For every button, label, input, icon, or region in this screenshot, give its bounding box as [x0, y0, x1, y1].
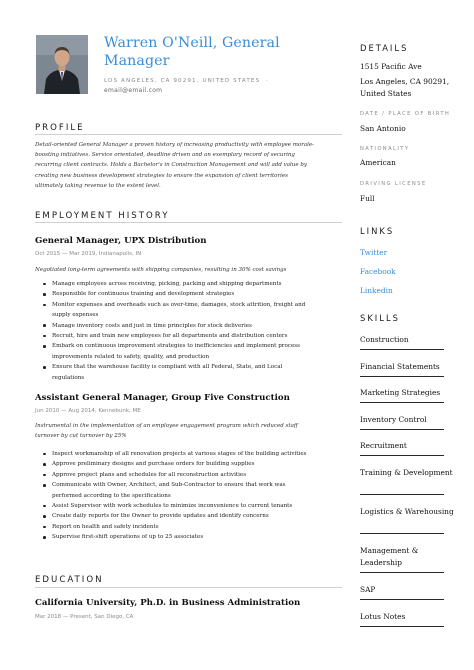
job-intro: Negotiated long-term agreements with shipping companies, resulting in 30% cost savings — [35, 267, 287, 273]
education-title: California University, Ph.D. in Business Administration — [35, 598, 301, 608]
divider — [35, 222, 342, 223]
skill-item: Management & Leadership — [360, 546, 419, 567]
contact-line — [104, 76, 329, 96]
job-title: Assistant General Manager, Group Five Construction — [35, 393, 290, 403]
links-heading: LINKS — [360, 226, 395, 236]
list-item: Report on health and safety incidents — [35, 522, 315, 532]
address-text: LOS ANGELES, CA 90291, UNITED STATES — [104, 78, 261, 84]
nationality-label: NATIONALITY — [360, 146, 410, 152]
dob-label: DATE / PLACE OF BIRTH — [360, 111, 451, 117]
education-meta: Mar 2018 — Present, San Diego, CA — [35, 614, 134, 620]
address-line-2: Los Angeles, CA 90291, United States — [360, 77, 450, 98]
list-item: Manage inventory costs and just in time principles for stock deliveries — [35, 321, 315, 331]
job-meta: Jun 2010 — Aug 2014, Kennebunk, ME — [35, 408, 141, 414]
skill-item: Logistics & Warehousing — [360, 507, 454, 516]
skills-heading: SKILLS — [360, 313, 400, 323]
education-heading: EDUCATION — [35, 575, 104, 585]
license-label: DRIVING LICENSE — [360, 181, 427, 187]
portrait-image — [36, 35, 88, 94]
skill-bar — [360, 455, 444, 456]
list-item: Assist Supervisor with work schedules to minimize inconvenience to current tenants — [35, 501, 315, 511]
skill-bar — [360, 402, 444, 403]
skill-bar — [360, 494, 444, 495]
skill-bar — [360, 626, 444, 627]
skill-item: SAP — [360, 585, 376, 594]
separator: · — [266, 78, 269, 84]
profile-photo — [36, 35, 88, 94]
list-item: Communicate with Owner, Architect, and Sub-Contractor to ensure that work was performed according to the specifications — [35, 480, 315, 501]
skill-bar — [360, 599, 444, 600]
list-item: Monitor expenses and overheads such as over-time, damages, stock attrition, freight and supply expenses — [35, 300, 315, 321]
list-item: Responsible for continuous training and development strategies — [35, 289, 315, 299]
skill-bar — [360, 376, 444, 377]
job-meta: Oct 2015 — Mar 2019, Indianapolis, IN — [35, 251, 142, 257]
linkedin-link[interactable]: Linkedin — [360, 286, 393, 295]
skill-item: Financial Statements — [360, 362, 440, 371]
skill-bar — [360, 572, 444, 573]
list-item: Approve project plans and schedules for all reconstruction activities — [35, 470, 315, 480]
dob-value: San Antonio — [360, 124, 406, 133]
skill-item: Inventory Control — [360, 415, 427, 424]
profile-heading: PROFILE — [35, 123, 85, 133]
skill-bar — [360, 429, 444, 430]
facebook-link[interactable]: Facebook — [360, 267, 396, 276]
list-item: Supervise first-shift operations of up to 25 associates — [35, 532, 315, 542]
skill-item: Marketing Strategies — [360, 388, 441, 397]
list-item: Recruit, hire and train new employees for all departments and distribution centers — [35, 331, 315, 341]
job-title: General Manager, UPX Distribution — [35, 236, 207, 246]
job-bullets — [35, 279, 315, 383]
skill-item: Construction — [360, 335, 409, 344]
skill-item: Lotus Notes — [360, 612, 406, 621]
profile-summary: Detail-oriented General Manager a proven history of increasing productivity with employee morale-boosting initiatives. Service orientated, deadline driven and an exemplary record of securing recurring client contracts. Holds a Bachelor's in Construction Management and will add value by creating new business development strategies to ensure the expansion of client territories ultimately taking revenue to the extent level. — [35, 142, 315, 189]
job-intro: Instrumental in the implementation of an employee engagement program which reduced staff turnover by cut turnover by 25% — [35, 423, 298, 439]
list-item: Embark on continuous improvement strategies to inefficiencies and implement process improvements related to safety, quality, and production — [35, 341, 315, 362]
details-heading: DETAILS — [360, 43, 409, 53]
address-line-1: 1515 Pacific Ave — [360, 62, 422, 71]
candidate-name: Warren O'Neill, General Manager — [104, 35, 280, 69]
skill-bar — [360, 349, 444, 350]
employment-heading: EMPLOYMENT HISTORY — [35, 211, 170, 221]
email-link[interactable]: email@email.com — [104, 87, 163, 94]
divider — [35, 134, 342, 135]
twitter-link[interactable]: Twitter — [360, 248, 388, 257]
skill-item: Recruitment — [360, 441, 407, 450]
list-item: Inspect workmanship of all renovation projects at various stages of the building activities — [35, 449, 315, 459]
list-item: Manage employees across receiving, picking, packing and shipping departments — [35, 279, 315, 289]
skill-bar — [360, 533, 444, 534]
license-value: Full — [360, 194, 375, 203]
divider — [35, 587, 342, 588]
job-bullets — [35, 449, 315, 543]
list-item: Ensure that the warehouse facility is compliant with all Federal, State, and Local regulations — [35, 362, 315, 383]
skill-item: Training & Development — [360, 468, 453, 477]
list-item: Create daily reports for the Owner to provide updates and identify concerns — [35, 511, 315, 521]
list-item: Approve preliminary designs and purchase orders for building supplies — [35, 459, 315, 469]
nationality-value: American — [360, 158, 396, 167]
